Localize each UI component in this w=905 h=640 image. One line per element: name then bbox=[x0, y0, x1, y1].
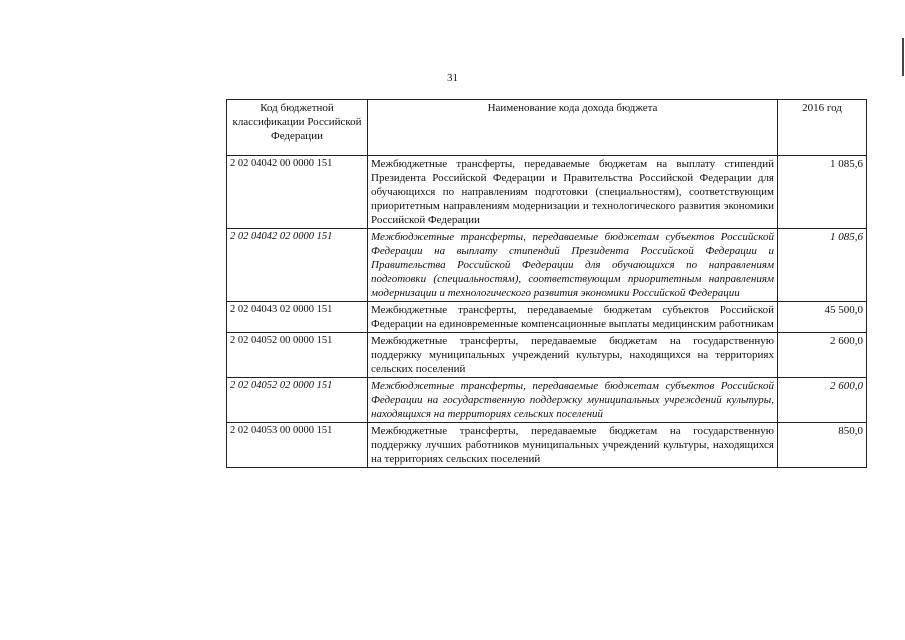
cell-code: 2 02 04043 02 0000 151 bbox=[227, 302, 368, 333]
cell-name: Межбюджетные трансферты, передаваемые бюджетам субъектов Российской Федерации на выплату стипендий Президента Российской Федерации и Правительства Российской Федерации для обучающихся по направлениям подготовки (специальностям), соответствующим приоритетным направлениям модернизации и технологического развития экономики Российской Федерации bbox=[368, 229, 778, 302]
table-header-row bbox=[227, 100, 867, 156]
table-row bbox=[227, 423, 867, 468]
page-number: 31 bbox=[447, 72, 458, 84]
table-row bbox=[227, 156, 867, 229]
cell-name: Межбюджетные трансферты, передаваемые бюджетам субъектов Российской Федерации на единовременные компенсационные выплаты медицинским работникам bbox=[368, 302, 778, 333]
table-row bbox=[227, 333, 867, 378]
header-name: Наименование кода дохода бюджета bbox=[368, 100, 778, 156]
page-edge-mark bbox=[902, 38, 904, 76]
table-row bbox=[227, 378, 867, 423]
cell-code: 2 02 04042 02 0000 151 bbox=[227, 229, 368, 302]
cell-value: 1 085,6 bbox=[778, 156, 867, 229]
cell-value: 850,0 bbox=[778, 423, 867, 468]
cell-value: 45 500,0 bbox=[778, 302, 867, 333]
cell-code: 2 02 04052 00 0000 151 bbox=[227, 333, 368, 378]
table-row bbox=[227, 229, 867, 302]
cell-name: Межбюджетные трансферты, передаваемые бюджетам на выплату стипендий Президента Российской Федерации и Правительства Российской Федерации для обучающихся по направлениям подготовки (специальностям), соответствующим приоритетным направлениям модернизации и технологического развития экономики Российской Федерации bbox=[368, 156, 778, 229]
cell-name: Межбюджетные трансферты, передаваемые бюджетам субъектов Российской Федерации на государственную поддержку муниципальных учреждений культуры, находящихся на территориях сельских поселений bbox=[368, 378, 778, 423]
table-row bbox=[227, 302, 867, 333]
cell-name: Межбюджетные трансферты, передаваемые бюджетам на государственную поддержку лучших работников муниципальных учреждений культуры, находящихся на территориях сельских поселений bbox=[368, 423, 778, 468]
cell-value: 2 600,0 bbox=[778, 378, 867, 423]
cell-code: 2 02 04053 00 0000 151 bbox=[227, 423, 368, 468]
header-code: Код бюджетной классификации Российской Федерации bbox=[227, 100, 368, 156]
cell-value: 2 600,0 bbox=[778, 333, 867, 378]
cell-code: 2 02 04042 00 0000 151 bbox=[227, 156, 368, 229]
cell-name: Межбюджетные трансферты, передаваемые бюджетам на государственную поддержку муниципальных учреждений культуры, находящихся на территориях сельских поселений bbox=[368, 333, 778, 378]
cell-value: 1 085,6 bbox=[778, 229, 867, 302]
budget-income-table bbox=[226, 99, 867, 468]
cell-code: 2 02 04052 02 0000 151 bbox=[227, 378, 368, 423]
header-year: 2016 год bbox=[778, 100, 867, 156]
